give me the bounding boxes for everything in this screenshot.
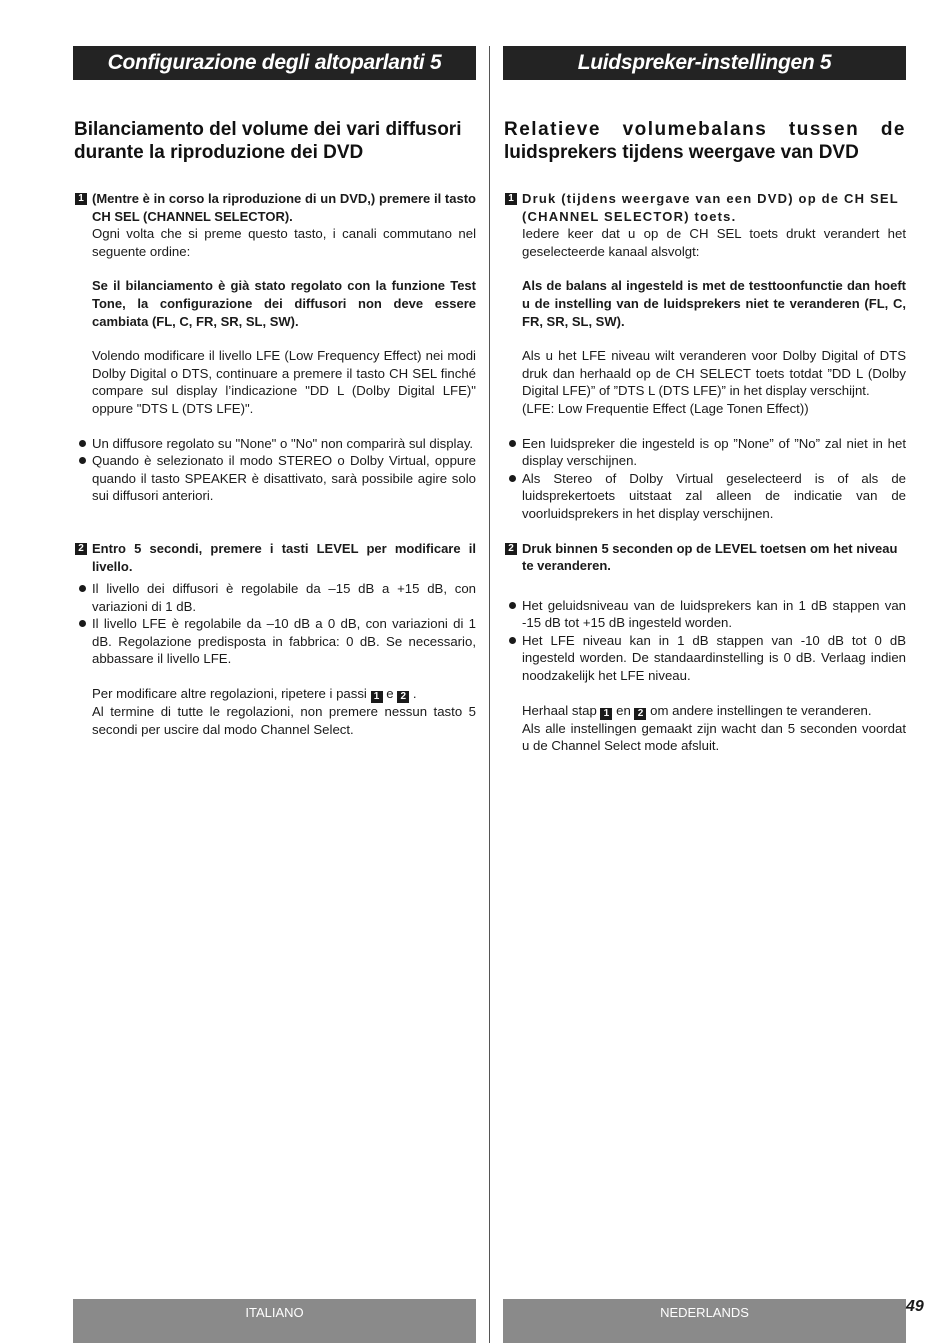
step-number-2: 2: [505, 543, 517, 555]
italian-column: [73, 46, 476, 738]
bullet-item: Un diffusore regolato su "None" o "No" non comparirà sul display.: [73, 435, 476, 453]
step-number-2: 2: [75, 543, 87, 555]
step-1-note: Se il bilanciamento è già stato regolato con la funzione Test Tone, la configurazione dei diffusori non deve essere cambiata (FL, C, FR, SR, SL, SW).: [92, 278, 476, 329]
bullet-icon: [79, 457, 86, 464]
step-1-note: Als de balans al ingesteld is met de testtoonfunctie dan hoeft u de instelling van de luidsprekers niet te veranderen (FL, C, FR, SR, SL, SW).: [522, 278, 906, 329]
step-1-lfe: Als u het LFE niveau wilt veranderen voor Dolby Digital of DTS druk dan herhaald op de CH SELECT toets totdat ”DD L (Dolby Digital LFE)” of ”DTS L (DTS LFE)” in het display verschijnt. (LFE: Low Frequentie Effect (Lage Tonen Effect)): [522, 348, 906, 416]
column-divider: [489, 46, 490, 1343]
bullet-icon: [509, 602, 516, 609]
heading-line-2: durante la riproduzione dei DVD: [74, 142, 364, 163]
step-1-instruction: 1 Druk (tijdens weergave van een DVD) op de CH SEL (CHANNEL SELECTOR) toets.: [503, 190, 906, 225]
page-number: 49: [906, 1298, 924, 1315]
step-1-instruction: 1 (Mentre è in corso la riproduzione di un DVD,) premere il tasto CH SEL (CHANNEL SELECTOR).: [73, 190, 476, 225]
section-heading: [504, 118, 906, 164]
language-footer-italiano: ITALIANO: [73, 1299, 476, 1343]
section-heading: [74, 118, 476, 164]
bullet-item: Het LFE niveau kan in 1 dB stappen van -10 dB tot 0 dB ingesteld worden. De standaardinstelling is 0 dB. Verlaag indien noodzakelijk het LFE niveau.: [503, 632, 906, 685]
repeat-instructions: Per modificare altre regolazioni, ripetere i passi 1 e 2 . Al termine di tutte le regolazioni, non premere nessun tasto 5 secondi per uscire dal modo Channel Select.: [92, 686, 476, 737]
bullet-item: Als Stereo of Dolby Virtual geselecteerd is of als de luidsprekertoets uitstaat zal alleen de indicatie van de voorluidsprekers in het display verschijnen.: [503, 470, 906, 523]
bullet-icon: [79, 585, 86, 592]
heading-line-2: luidsprekers tijdens weergave van DVD: [504, 142, 859, 163]
step-1-text: Iedere keer dat u op de CH SEL toets drukt verandert het geselecteerde kanaal alsvolgt:: [522, 226, 906, 259]
section-title: Configurazione degli altoparlanti 5: [73, 46, 476, 80]
step-2-instruction: 2 Entro 5 secondi, premere i tasti LEVEL per modificare il livello.: [73, 540, 476, 575]
section-title: Luidspreker-instellingen 5: [503, 46, 906, 80]
bullet-item: Il livello LFE è regolabile da –10 dB a 0 dB, con variazioni di 1 dB. Regolazione predisposta in fabbrica: 0 dB. Se necessario, abbassare il livello LFE.: [73, 615, 476, 668]
step-number-1: 1: [75, 193, 87, 205]
bullet-icon: [79, 440, 86, 447]
step-ref-1: 1: [600, 708, 612, 720]
bullet-icon: [509, 440, 516, 447]
bullet-item: Een luidspreker die ingesteld is op ”None” of ”No” zal niet in het display verschijnen.: [503, 435, 906, 470]
heading-line-1: Relatieve volumebalans tussen de: [504, 119, 906, 140]
step-number-1: 1: [505, 193, 517, 205]
bullet-item: Quando è selezionato il modo STEREO o Dolby Virtual, oppure quando il tasto SPEAKER è disattivato, sarà possibile agire solo sui diffusori anteriori.: [73, 452, 476, 505]
language-footer-nederlands: NEDERLANDS: [503, 1299, 906, 1343]
step-ref-1: 1: [371, 691, 383, 703]
bullet-icon: [509, 475, 516, 482]
step-1-text: Ogni volta che si preme questo tasto, i canali commutano nel seguente ordine:: [92, 226, 476, 259]
step-ref-2: 2: [397, 691, 409, 703]
repeat-instructions: Herhaal stap 1 en 2 om andere instellingen te veranderen. Als alle instellingen gemaakt zijn wacht dan 5 seconden voordat u de Channel Select mode afsluit.: [522, 702, 906, 754]
heading-line-1: Bilanciamento del volume dei vari diffusori: [74, 119, 462, 140]
step-ref-2: 2: [634, 708, 646, 720]
step-1-lfe: Volendo modificare il livello LFE (Low Frequency Effect) nei modi Dolby Digital o DTS, continuare a premere il tasto CH SEL finché compare sul display l’indicazione "DD L (Dolby Digital LFE)" oppure "DTS L (DTS LFE)".: [92, 348, 476, 416]
bullet-icon: [509, 637, 516, 644]
dutch-column: [503, 46, 906, 755]
step-2-instruction: 2 Druk binnen 5 seconden op de LEVEL toetsen om het niveau te veranderen.: [503, 540, 906, 575]
bullet-icon: [79, 620, 86, 627]
bullet-item: Het geluidsniveau van de luidsprekers kan in 1 dB stappen van -15 dB tot +15 dB ingesteld worden.: [503, 597, 906, 632]
bullet-item: Il livello dei diffusori è regolabile da –15 dB a +15 dB, con variazioni di 1 dB.: [73, 580, 476, 615]
